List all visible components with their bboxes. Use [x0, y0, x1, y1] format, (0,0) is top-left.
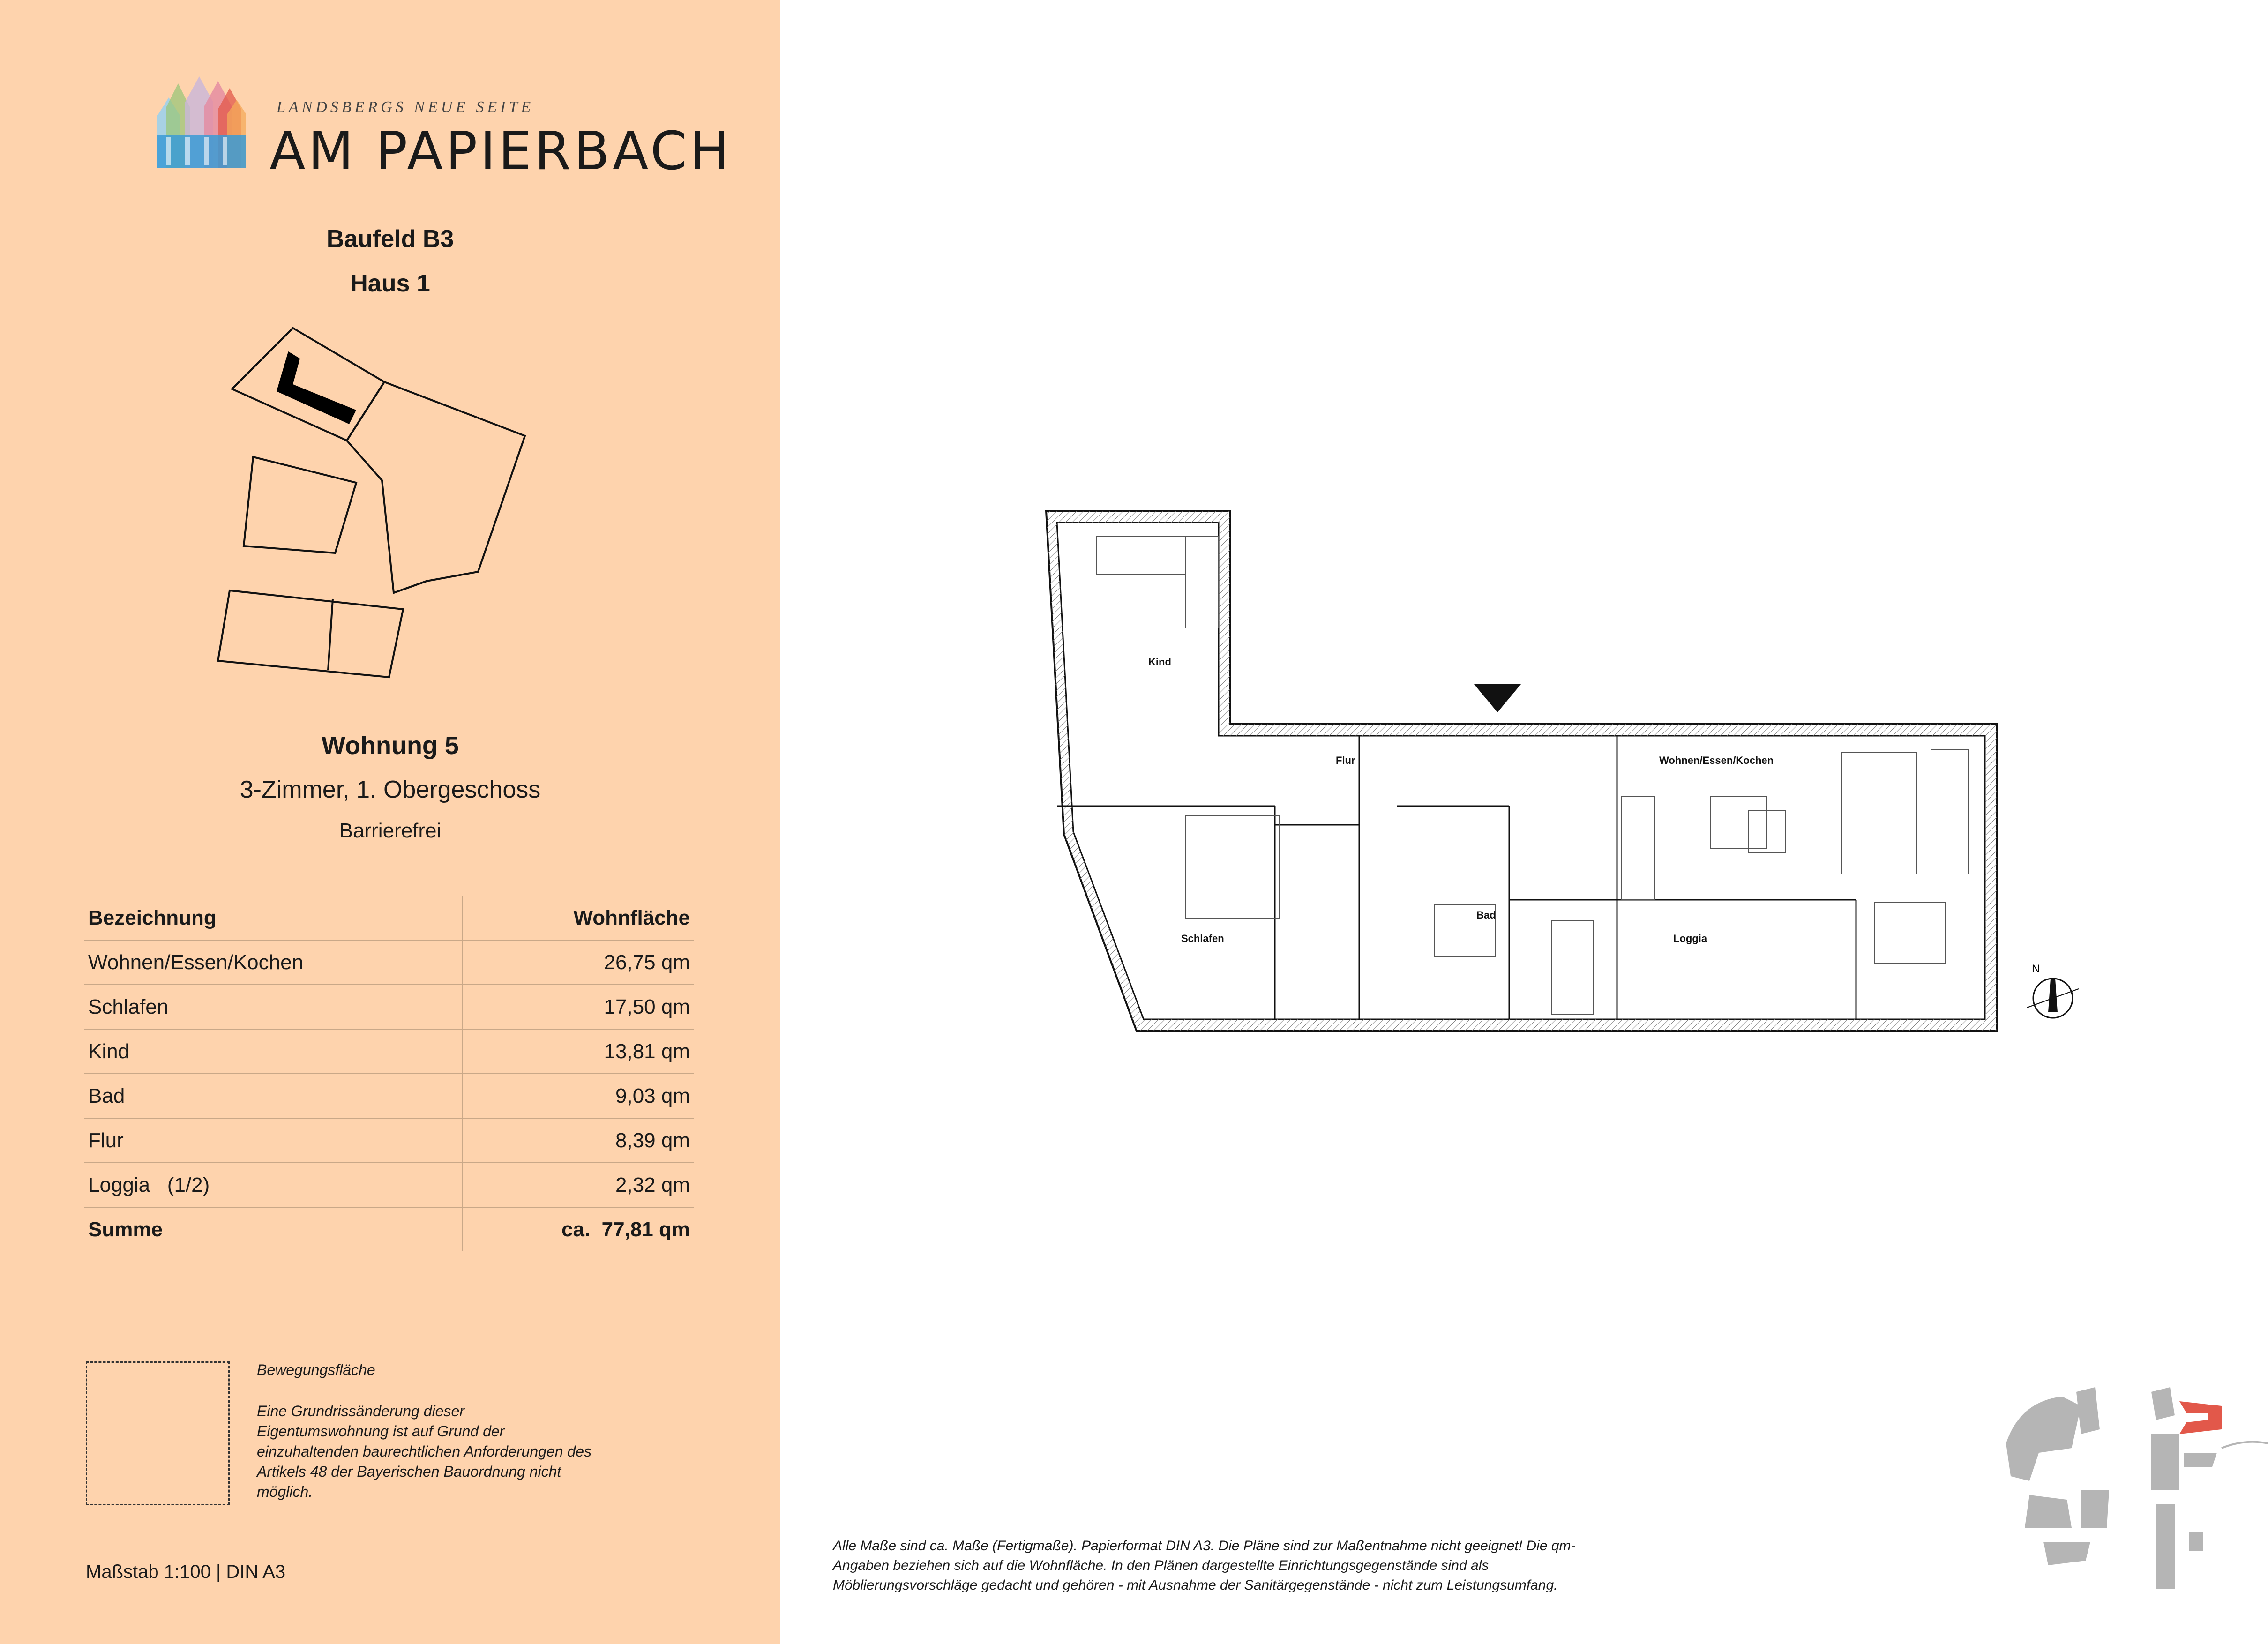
city-quarter-icon [2001, 1373, 2268, 1598]
apartment-title: Wohnung 5 [322, 732, 459, 760]
legend-title: Bewegungsfläche [257, 1361, 375, 1378]
room-area: 26,75 qm [463, 940, 694, 985]
room-name: Flur [84, 1118, 463, 1163]
room-name: Bad [84, 1074, 463, 1118]
apartment-subtitle: 3-Zimmer, 1. Obergeschoss [240, 776, 541, 803]
table-sum-row [84, 1207, 694, 1251]
room-label-flur: Flur [1336, 755, 1355, 766]
movement-area-legend-swatch [86, 1361, 230, 1505]
compass-icon [2027, 963, 2079, 1018]
houses-logo-icon [152, 55, 260, 172]
room-area: 17,50 qm [463, 985, 694, 1029]
brand-logo [152, 55, 732, 182]
room-label-bad: Bad [1476, 909, 1496, 921]
room-area: 9,03 qm [463, 1074, 694, 1118]
table-header-row [84, 896, 694, 940]
area-table [84, 896, 694, 1251]
column-header-name: Bezeichnung [84, 896, 463, 940]
baufeld-title: Baufeld B3 [326, 225, 454, 253]
room-name: Loggia (1/2) [84, 1163, 463, 1207]
brand-tagline: LANDSBERGS NEUE SEITE [277, 98, 534, 116]
haus-title: Haus 1 [350, 270, 430, 297]
scale-label: Maßstab 1:100 | DIN A3 [86, 1562, 286, 1582]
accessibility-label: Barrierefrei [339, 819, 442, 842]
outer-walls [1046, 511, 1997, 1031]
highlighted-block-marker [2179, 1401, 2222, 1434]
highlighted-building-marker [277, 351, 356, 424]
legend-note: Eine Grundrissänderung dieser Eigentumswohnung ist auf Grund der einzuhaltenden baurechtlichen Anforderungen des Artikels 48 der Bayerischen Bauordnung nicht möglich. [257, 1403, 592, 1500]
room-area: 13,81 qm [463, 1029, 694, 1074]
room-name: Kind [84, 1029, 463, 1074]
room-name: Schlafen [84, 985, 463, 1029]
room-label-wohnen: Wohnen/Essen/Kochen [1659, 755, 1774, 766]
room-area: 2,32 qm [463, 1163, 694, 1207]
room-label-schlafen: Schlafen [1181, 933, 1224, 944]
table-row [84, 1163, 694, 1207]
table-row [84, 985, 694, 1029]
entrance-arrow-icon [1474, 684, 1521, 712]
sum-label: Summe [88, 1218, 163, 1241]
sidebar-panel [0, 0, 780, 1644]
sum-value: ca. 77,81 qm [463, 1207, 694, 1251]
site-plan [206, 323, 534, 689]
floor-plan [1031, 497, 2109, 1059]
column-header-area: Wohnfläche [463, 896, 694, 940]
room-label-kind: Kind [1148, 656, 1171, 668]
table-row [84, 940, 694, 985]
room-label-loggia: Loggia [1673, 933, 1707, 944]
room-area: 8,39 qm [463, 1118, 694, 1163]
disclaimer-text: Alle Maße sind ca. Maße (Fertigmaße). Papierformat DIN A3. Die Pläne sind zur Maßentnahme nicht geeignet! Die qm-Angaben beziehen sich auf die Wohnfläche. In den Plänen dargestellte Einrichtungsgegenstände sind als Möblierungsvorschläge gedacht und gehören - mit Ausnahme der Sanitärgegenstände - nicht zum Leistungsumfang. [833, 1538, 1576, 1593]
compass-label: N [2032, 963, 2040, 975]
table-row [84, 1118, 694, 1163]
brand-name: AM PAPIERBACH [269, 121, 732, 182]
table-row [84, 1029, 694, 1074]
interior-walls [1057, 736, 1856, 1019]
table-row [84, 1074, 694, 1118]
room-name: Wohnen/Essen/Kochen [84, 940, 463, 985]
